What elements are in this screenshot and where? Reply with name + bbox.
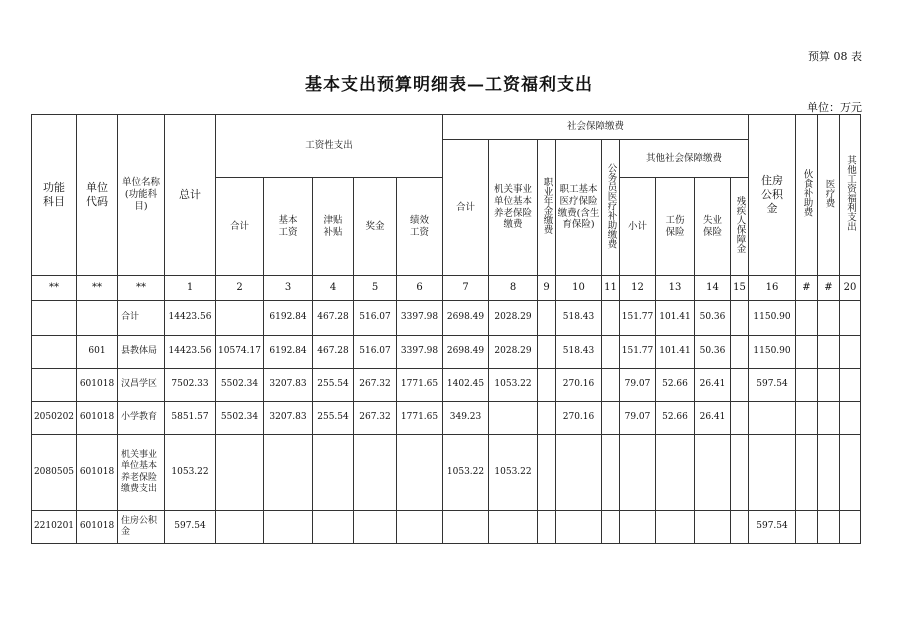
table-cell: 151.77 <box>620 336 656 369</box>
table-cell: 6192.84 <box>264 336 313 369</box>
budget-table <box>31 114 861 544</box>
table-cell: 2698.49 <box>443 336 489 369</box>
table-cell <box>749 402 796 435</box>
header-disability: 残疾人保障金 <box>731 178 749 276</box>
header-allowance: 津贴补贴 <box>313 178 354 276</box>
table-cell <box>602 369 620 402</box>
table-cell <box>840 511 861 544</box>
table-cell <box>32 336 77 369</box>
table-cell: 2080505 <box>32 435 77 511</box>
table-cell: 101.41 <box>656 336 695 369</box>
unit-name-cell <box>118 301 165 336</box>
table-cell: 601018 <box>77 511 118 544</box>
table-cell: 518.43 <box>556 301 602 336</box>
table-cell: 255.54 <box>313 402 354 435</box>
table-cell <box>749 435 796 511</box>
table-cell: 3207.83 <box>264 369 313 402</box>
table-cell <box>443 511 489 544</box>
table-cell <box>602 402 620 435</box>
table-cell: 255.54 <box>313 369 354 402</box>
table-cell: 518.43 <box>556 336 602 369</box>
header-social-total: 合计 <box>443 140 489 276</box>
table-cell <box>397 435 443 511</box>
table-cell: 270.16 <box>556 402 602 435</box>
column-index-cell: 13 <box>656 276 695 301</box>
table-cell <box>32 369 77 402</box>
unit-name-cell <box>118 369 165 402</box>
unit-label: 单位：万元 <box>807 101 862 114</box>
table-cell: 597.54 <box>165 511 216 544</box>
table-cell <box>538 301 556 336</box>
column-index-cell: 6 <box>397 276 443 301</box>
page-title: 基本支出预算明细表—工资福利支出 <box>305 75 593 95</box>
table-cell: 3397.98 <box>397 301 443 336</box>
table-cell <box>77 301 118 336</box>
table-cell <box>264 435 313 511</box>
header-other-wage: 其他工资福利支出 <box>840 115 861 276</box>
column-index-row <box>32 276 861 301</box>
table-row <box>32 369 861 402</box>
table-cell: 79.07 <box>620 369 656 402</box>
table-cell <box>354 435 397 511</box>
table-row <box>32 402 861 435</box>
table-cell <box>602 511 620 544</box>
table-cell: 1150.90 <box>749 301 796 336</box>
table-cell: 50.36 <box>695 336 731 369</box>
table-cell: 2028.29 <box>489 301 538 336</box>
table-cell <box>840 336 861 369</box>
header-pension: 机关事业单位基本养老保险缴费 <box>489 140 538 276</box>
table-cell: 270.16 <box>556 369 602 402</box>
header-total: 总计 <box>165 115 216 276</box>
table-row <box>32 435 861 511</box>
table-cell <box>313 435 354 511</box>
column-index-cell: 4 <box>313 276 354 301</box>
table-cell: 5502.34 <box>216 402 264 435</box>
header-wage-group: 工资性支出 <box>216 115 443 178</box>
index-row-group <box>32 276 861 301</box>
table-cell: 52.66 <box>656 402 695 435</box>
table-cell: 5502.34 <box>216 369 264 402</box>
table-cell <box>840 301 861 336</box>
header-basic-wage: 基本工资 <box>264 178 313 276</box>
table-cell <box>489 402 538 435</box>
table-cell <box>32 301 77 336</box>
table-cell <box>602 435 620 511</box>
header-wage-total: 合计 <box>216 178 264 276</box>
table-cell: 1771.65 <box>397 402 443 435</box>
table-cell <box>216 435 264 511</box>
table-cell <box>796 511 818 544</box>
table-cell <box>695 511 731 544</box>
table-cell <box>313 511 354 544</box>
table-cell <box>731 301 749 336</box>
table-cell <box>840 435 861 511</box>
table-cell <box>731 511 749 544</box>
table-cell <box>818 369 840 402</box>
table-cell: 349.23 <box>443 402 489 435</box>
unit-name-text: 汉昌学区 <box>121 379 158 390</box>
table-cell: 2698.49 <box>443 301 489 336</box>
table-cell: 1402.45 <box>443 369 489 402</box>
unit-name-text: 住房公积金 <box>121 515 158 537</box>
column-index-cell: ** <box>77 276 118 301</box>
header-bonus: 奖金 <box>354 178 397 276</box>
table-cell <box>397 511 443 544</box>
column-index-cell: 12 <box>620 276 656 301</box>
header-unemployment: 失业保险 <box>695 178 731 276</box>
column-index-cell: ** <box>32 276 77 301</box>
table-cell: 267.32 <box>354 369 397 402</box>
table-cell <box>216 301 264 336</box>
table-cell <box>556 511 602 544</box>
table-cell <box>216 511 264 544</box>
table-cell: 6192.84 <box>264 301 313 336</box>
table-cell: 7502.33 <box>165 369 216 402</box>
column-index-cell: 8 <box>489 276 538 301</box>
unit-name-text: 小学教育 <box>121 412 158 423</box>
table-cell <box>538 511 556 544</box>
table-cell <box>818 511 840 544</box>
unit-name-cell <box>118 402 165 435</box>
header-func-subject: 功能科目 <box>32 115 77 276</box>
unit-name-text: 机关事业单位基本养老保险缴费支出 <box>121 450 158 494</box>
table-row <box>32 511 861 544</box>
header-performance: 绩效工资 <box>397 178 443 276</box>
column-index-cell: # <box>796 276 818 301</box>
table-cell <box>731 336 749 369</box>
column-index-cell: 5 <box>354 276 397 301</box>
table-cell: 1150.90 <box>749 336 796 369</box>
column-index-cell: 10 <box>556 276 602 301</box>
column-index-cell: 2 <box>216 276 264 301</box>
table-cell <box>731 435 749 511</box>
table-cell: 516.07 <box>354 301 397 336</box>
table-cell <box>731 369 749 402</box>
header-social-group: 社会保障缴费 <box>443 115 749 140</box>
table-row <box>32 301 861 336</box>
column-index-cell: 20 <box>840 276 861 301</box>
table-cell <box>538 435 556 511</box>
header-civil-medical: 公务员医疗补助缴费 <box>602 140 620 276</box>
table-cell: 601 <box>77 336 118 369</box>
table-cell: 10574.17 <box>216 336 264 369</box>
table-cell: 52.66 <box>656 369 695 402</box>
table-cell: 601018 <box>77 435 118 511</box>
table-cell <box>656 435 695 511</box>
table-cell: 101.41 <box>656 301 695 336</box>
header-annuity: 职业年金缴费 <box>538 140 556 276</box>
table-cell <box>695 435 731 511</box>
table-cell: 597.54 <box>749 369 796 402</box>
unit-name-cell <box>118 435 165 511</box>
table-cell <box>796 336 818 369</box>
table-cell: 267.32 <box>354 402 397 435</box>
header-other-social-group: 其他社会保障缴费 <box>620 140 749 178</box>
table-cell: 1053.22 <box>443 435 489 511</box>
column-index-cell: ** <box>118 276 165 301</box>
header-housing: 住房公积金 <box>749 115 796 276</box>
table-cell <box>602 336 620 369</box>
table-cell: 601018 <box>77 402 118 435</box>
form-code: 预算 08 表 <box>808 50 862 63</box>
unit-name-text: 县教体局 <box>121 346 158 357</box>
header-medical: 职工基本医疗保险缴费(含生育保险) <box>556 140 602 276</box>
table-cell <box>818 402 840 435</box>
table-cell <box>796 435 818 511</box>
table-cell: 14423.56 <box>165 336 216 369</box>
header-meal: 伙食补助费 <box>796 115 818 276</box>
table-cell: 597.54 <box>749 511 796 544</box>
table-cell <box>489 511 538 544</box>
header-other-subtotal: 小计 <box>620 178 656 276</box>
table-cell <box>840 402 861 435</box>
column-index-cell: 11 <box>602 276 620 301</box>
header-injury: 工伤保险 <box>656 178 695 276</box>
table-cell <box>602 301 620 336</box>
table-cell <box>818 301 840 336</box>
header-unit-code: 单位代码 <box>77 115 118 276</box>
header-medical-fee: 医疗费 <box>818 115 840 276</box>
table-cell: 2210201 <box>32 511 77 544</box>
table-cell: 2028.29 <box>489 336 538 369</box>
unit-name-text: 合计 <box>121 312 140 323</box>
table-cell <box>538 402 556 435</box>
data-row-group <box>32 301 861 544</box>
table-cell: 151.77 <box>620 301 656 336</box>
table-cell: 467.28 <box>313 301 354 336</box>
table-cell: 1053.22 <box>489 369 538 402</box>
unit-name-cell <box>118 336 165 369</box>
unit-name-cell <box>118 511 165 544</box>
table-cell <box>538 336 556 369</box>
table-cell: 2050202 <box>32 402 77 435</box>
table-cell: 1053.22 <box>165 435 216 511</box>
column-index-cell: 1 <box>165 276 216 301</box>
table-cell: 26.41 <box>695 369 731 402</box>
table-cell <box>354 511 397 544</box>
table-row <box>32 336 861 369</box>
table-cell: 14423.56 <box>165 301 216 336</box>
table-cell: 3397.98 <box>397 336 443 369</box>
table-cell <box>818 435 840 511</box>
table-cell: 50.36 <box>695 301 731 336</box>
table-cell <box>620 511 656 544</box>
table-cell: 3207.83 <box>264 402 313 435</box>
header-unit-name: 单位名称(功能科目) <box>118 115 165 276</box>
table-cell <box>818 336 840 369</box>
table-cell <box>731 402 749 435</box>
table-cell: 1771.65 <box>397 369 443 402</box>
column-index-cell: 3 <box>264 276 313 301</box>
table-cell <box>538 369 556 402</box>
table-cell: 467.28 <box>313 336 354 369</box>
table-cell <box>264 511 313 544</box>
column-index-cell: 14 <box>695 276 731 301</box>
table-cell <box>556 435 602 511</box>
table-cell: 516.07 <box>354 336 397 369</box>
table-cell <box>840 369 861 402</box>
table-cell: 1053.22 <box>489 435 538 511</box>
table-cell: 26.41 <box>695 402 731 435</box>
table-cell <box>620 435 656 511</box>
table-cell: 601018 <box>77 369 118 402</box>
column-index-cell: # <box>818 276 840 301</box>
table-cell <box>796 402 818 435</box>
table-cell <box>656 511 695 544</box>
column-index-cell: 7 <box>443 276 489 301</box>
table-cell: 5851.57 <box>165 402 216 435</box>
table-cell <box>796 301 818 336</box>
table-cell: 79.07 <box>620 402 656 435</box>
column-index-cell: 9 <box>538 276 556 301</box>
column-index-cell: 16 <box>749 276 796 301</box>
table-cell <box>796 369 818 402</box>
column-index-cell: 15 <box>731 276 749 301</box>
